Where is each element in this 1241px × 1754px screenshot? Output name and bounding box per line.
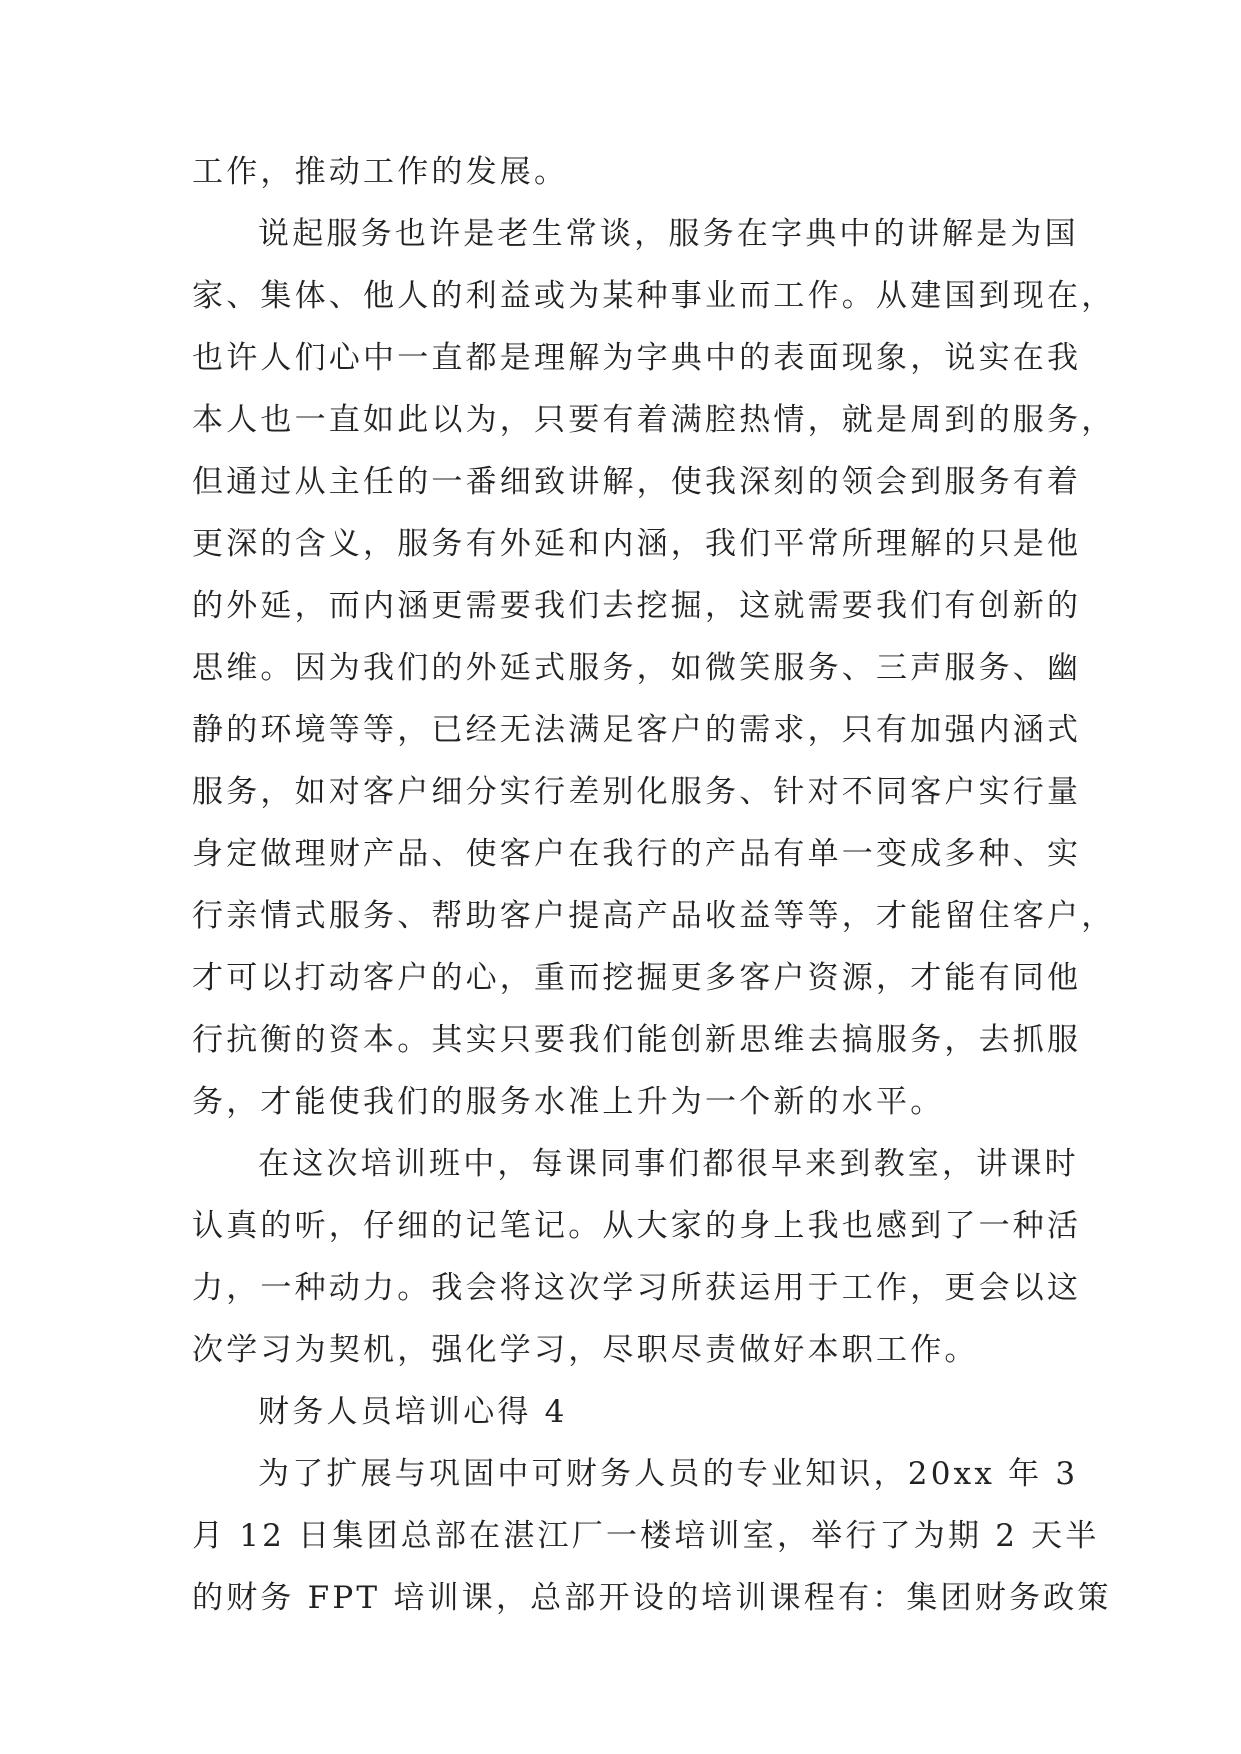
text-line: 但通过从主任的一番细致讲解，使我深刻的领会到服务有着 — [192, 464, 1082, 500]
text-line: 身定做理财产品、使客户在我行的产品有单一变成多种、实 — [192, 836, 1082, 872]
text-line: 说起服务也许是老生常谈，服务在字典中的讲解是为国 — [258, 216, 1079, 252]
text-line: 的财务 FPT 培训课，总部开设的培训课程有：集团财务政策 — [192, 1580, 1112, 1616]
text-line: 为了扩展与巩固中可财务人员的专业知识，20xx 年 3 — [258, 1456, 1079, 1492]
text-line: 月 12 日集团总部在湛江厂一楼培训室，举行了为期 2 天半 — [192, 1518, 1100, 1554]
text-line: 也许人们心中一直都是理解为字典中的表面现象，说实在我 — [192, 340, 1082, 376]
text-line: 务，才能使我们的服务水准上升为一个新的水平。 — [192, 1084, 945, 1120]
text-line: 行亲情式服务、帮助客户提高产品收益等等，才能留住客户， — [192, 898, 1116, 934]
text-line: 家、集体、他人的利益或为某种事业而工作。从建国到现在， — [192, 278, 1116, 314]
text-line: 服务，如对客户细分实行差别化服务、针对不同客户实行量 — [192, 774, 1082, 810]
section-heading: 财务人员培训心得 4 — [258, 1394, 568, 1430]
text-line: 更深的含义，服务有外延和内涵，我们平常所理解的只是他 — [192, 526, 1082, 562]
text-line: 才可以打动客户的心，重而挖掘更多客户资源，才能有同他 — [192, 960, 1082, 996]
text-line: 认真的听，仔细的记笔记。从大家的身上我也感到了一种活 — [192, 1208, 1082, 1244]
text-line: 思维。因为我们的外延式服务，如微笑服务、三声服务、幽 — [192, 650, 1082, 686]
text-line: 力，一种动力。我会将这次学习所获运用于工作，更会以这 — [192, 1270, 1082, 1306]
text-line: 工作，推动工作的发展。 — [192, 154, 569, 190]
text-line: 在这次培训班中，每课同事们都很早来到教室，讲课时 — [258, 1146, 1079, 1182]
text-line: 的外延，而内涵更需要我们去挖掘，这就需要我们有创新的 — [192, 588, 1082, 624]
text-line: 静的环境等等，已经无法满足客户的需求，只有加强内涵式 — [192, 712, 1082, 748]
text-line: 本人也一直如此以为，只要有着满腔热情，就是周到的服务， — [192, 402, 1116, 438]
text-line: 行抗衡的资本。其实只要我们能创新思维去搞服务，去抓服 — [192, 1022, 1082, 1058]
text-line: 次学习为契机，强化学习，尽职尽责做好本职工作。 — [192, 1332, 979, 1368]
